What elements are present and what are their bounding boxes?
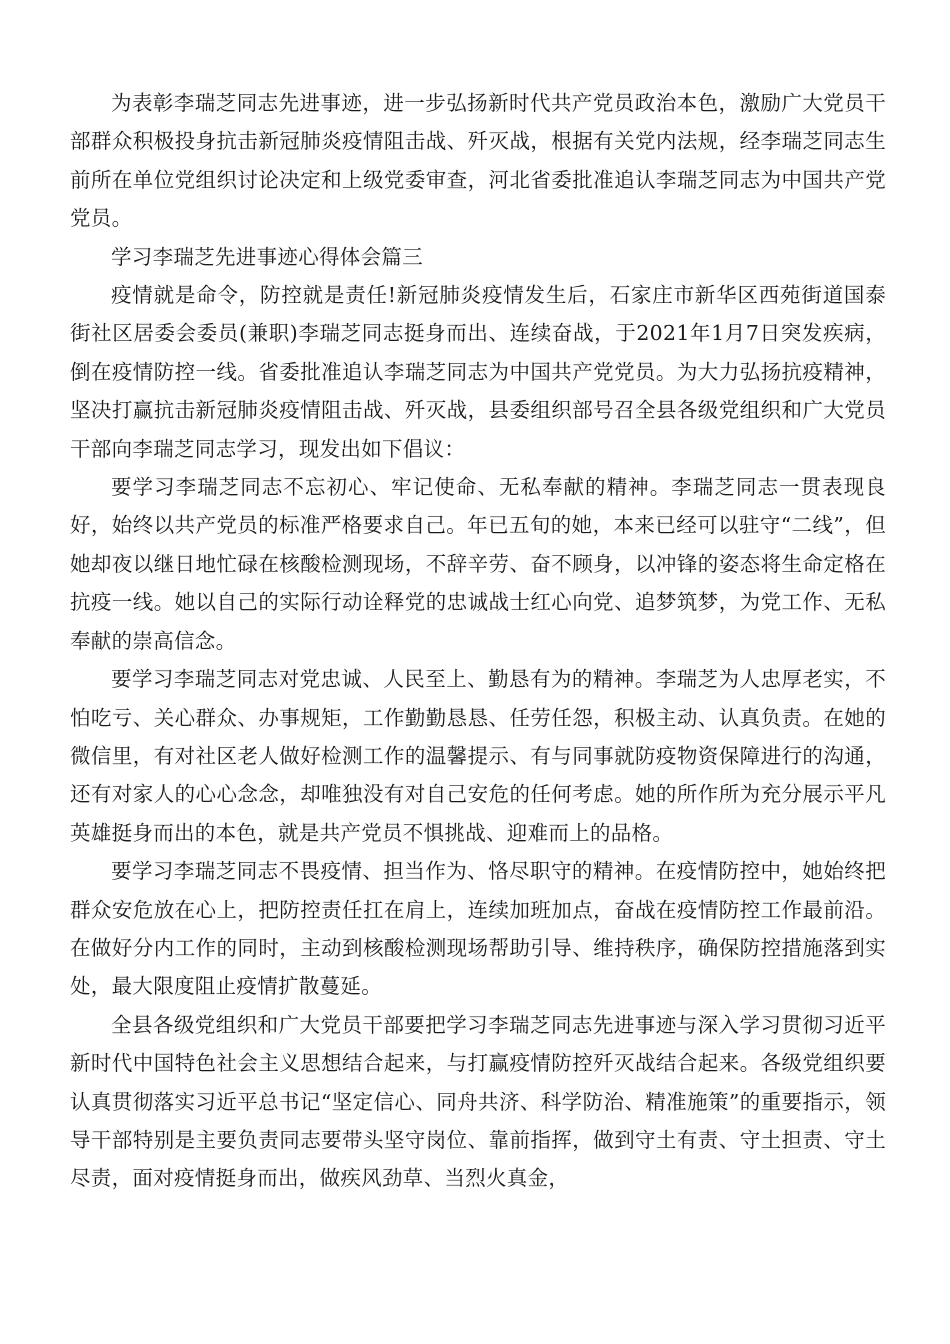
paragraph-epidemic-command: 疫情就是命令，防控就是责任!新冠肺炎疫情发生后，石家庄市新华区西苑街道国泰街社区居委会委员(兼职)李瑞芝同志挺身而出、连续奋战，于2021年1月7日突发疾病，倒在疫情防控一线。省委批准追认李瑞芝同志为中国共产党党员。为大力弘扬抗疫精神，坚决打赢抗击新冠肺炎疫情阻击战、歼灭战，县委组织部号召全县各级党组织和广大党员干部向李瑞芝同志学习，现发出如下倡议：: [70, 283, 886, 461]
paragraph-loyalty: 要学习李瑞芝同志对党忠诚、人民至上、勤恳有为的精神。李瑞芝为人忠厚老实，不怕吃亏、关心群众、办事规矩，工作勤勤恳恳、任劳任怨，积极主动、认真负责。在她的微信里，有对社区老人做好检测工作的温馨提示、有与同事就防疫物资保障进行的沟通，还有对家人的心心念念，却唯独没有对自己安危的任何考虑。她的所作所为充分展示平凡英雄挺身而出的本色，就是共产党员不惧挑战、迎难而上的品格。: [70, 667, 886, 845]
paragraph-original-aspiration: 要学习李瑞芝同志不忘初心、牢记使命、无私奉献的精神。李瑞芝同志一贯表现良好，始终以共产党员的标准严格要求自己。年已五旬的她，本来已经可以驻守“二线”，但她却夜以继日地忙碌在核酸检测现场，不辞辛劳、奋不顾身，以冲锋的姿态将生命定格在抗疫一线。她以自己的实际行动诠释党的忠诚战士红心向党、追梦筑梦，为党工作、无私奉献的崇高信念。: [70, 475, 886, 653]
section-heading: 学习李瑞芝先进事迹心得体会篇三: [111, 244, 423, 269]
paragraph-call-to-action: 全县各级党组织和广大党员干部要把学习李瑞芝同志先进事迹与深入学习贯彻习近平新时代中国特色社会主义思想结合起来，与打赢疫情防控歼灭战结合起来。各级党组织要认真贯彻落实习近平总书记“坚定信心、同舟共济、科学防治、精准施策”的重要指示，领导干部特别是主要负责同志要带头坚守岗位、靠前指挥，做到守土有责、守土担责、守土尽责，面对疫情挺身而出，做疾风劲草、当烈火真金，: [70, 1012, 886, 1191]
paragraph-commendation: 为表彰李瑞芝同志先进事迹，进一步弘扬新时代共产党员政治本色，激励广大党员干部群众积极投身抗击新冠肺炎疫情阻击战、歼灭战，根据有关党内法规，经李瑞芝同志生前所在单位党组织讨论决定和上级党委审查，河北省委批准追认李瑞芝同志为中国共产党党员。: [70, 91, 886, 231]
paragraph-responsibility: 要学习李瑞芝同志不畏疫情、担当作为、恪尽职守的精神。在疫情防控中，她始终把群众安危放在心上，把防控责任扛在肩上，连续加班加点，奋战在疫情防控工作最前沿。在做好分内工作的同时，主动到核酸检测现场帮助引导、维持秩序，确保防控措施落到实处，最大限度阻止疫情扩散蔓延。: [70, 859, 886, 999]
